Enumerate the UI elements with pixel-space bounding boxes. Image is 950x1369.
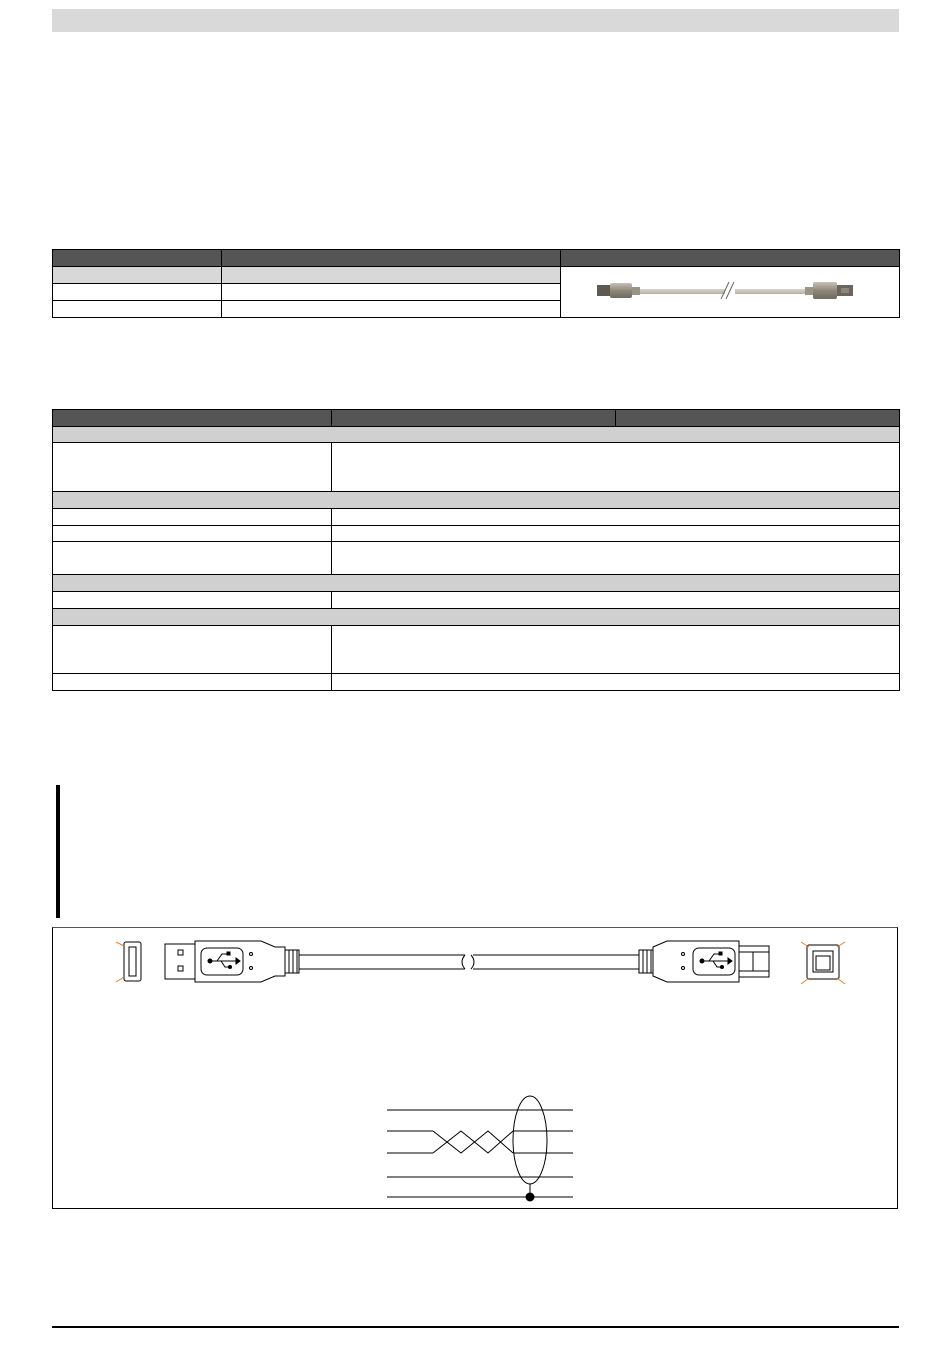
order-col-header-3 [561,250,900,267]
section-row [53,609,900,626]
usb-type-a-connector [116,942,141,982]
table-cell [53,592,332,609]
table-cell [332,626,900,674]
order-cell [222,301,561,318]
table-cell [332,542,900,575]
table-cell [332,443,900,492]
page-footer-line [52,1326,899,1328]
order-col-header-1 [53,250,222,267]
usb-type-b-connector [801,942,845,984]
table-cell [332,509,900,526]
order-cell [53,284,222,301]
order-data-table [52,249,900,318]
table-cell [332,592,900,609]
technical-data-table [52,409,900,691]
wiring-diagram [387,1096,573,1201]
order-col-header-2 [222,250,561,267]
cable-drawing [53,928,899,1210]
order-cell [222,284,561,301]
table-cell [53,626,332,674]
note-margin-bar [56,785,60,918]
order-cell [53,267,222,284]
order-cell [222,267,561,284]
table-cell [53,509,332,526]
table-cell [53,526,332,542]
section-row [53,427,900,443]
table-cell [53,674,332,691]
table-cell [332,526,900,542]
data-col-header-1 [53,410,332,427]
page-header-bar [52,9,899,32]
section-row [53,575,900,592]
data-col-header-3 [616,410,900,427]
table-cell [53,443,332,492]
table-cell [332,674,900,691]
order-cell [53,301,222,318]
cable-drawing-panel [52,927,898,1209]
usb-cable-photo [561,267,900,318]
data-col-header-2 [332,410,616,427]
section-row [53,492,900,509]
table-cell [53,542,332,575]
